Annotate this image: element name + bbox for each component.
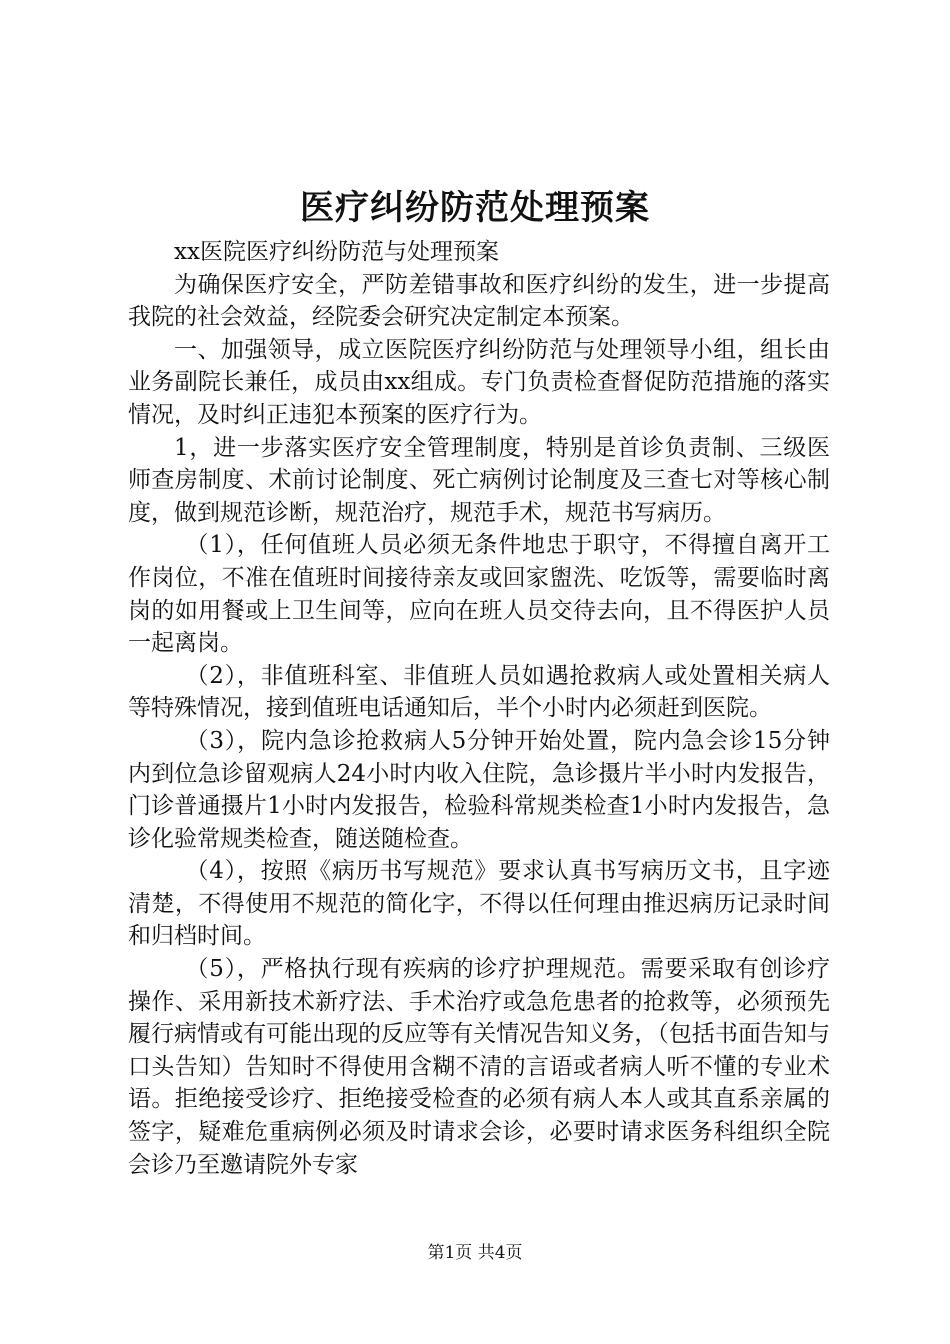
- paragraph-subitem-2: （2），非值班科室、非值班人员如遇抢救病人或处置相关病人等特殊情况，接到值班电话通知后，半个小时内必须赶到医院。: [128, 662, 830, 722]
- paragraph-subitem-3: （3），院内急诊抢救病人5分钟开始处置，院内急会诊15分钟内到位急诊留观病人24小时内收入住院，急诊摄片半小时内发报告，门诊普通摄片1小时内发报告，检验科常规类检查1小时内发报告，急诊化验常规类检查，随送随检查。: [128, 727, 830, 852]
- document-title: 医疗纠纷防范处理预案: [300, 188, 650, 228]
- paragraph-subitem-4: （4），按照《病历书写规范》要求认真书写病历文书，且字迹清楚，不得使用不规范的简化字，不得以任何理由推迟病历记录时间和归档时间。: [128, 858, 830, 950]
- paragraph-purpose: 为确保医疗安全，严防差错事故和医疗纠纷的发生，进一步提高我院的社会效益，经院委会研究决定制定本预案。: [128, 271, 830, 331]
- document-body: [128, 236, 830, 1181]
- page-footer: 第1页 共4页: [427, 1243, 523, 1263]
- paragraph-section-one: 一、加强领导，成立医院医疗纠纷防范与处理领导小组，组长由业务副院长兼任，成员由xx组成。专门负责检查督促防范措施的落实情况，及时纠正违犯本预案的医疗行为。: [128, 336, 830, 428]
- paragraph-item-1: 1，进一步落实医疗安全管理制度，特别是首诊负责制、三级医师查房制度、术前讨论制度、死亡病例讨论制度及三查七对等核心制度，做到规范诊断，规范治疗，规范手术，规范书写病历。: [128, 434, 830, 526]
- paragraph-hospital-plan-heading: xx医院医疗纠纷防范与处理预案: [174, 239, 499, 265]
- paragraph-subitem-1: （1），任何值班人员必须无条件地忠于职守，不得擅自离开工作岗位，不准在值班时间接待亲友或回家盥洗、吃饭等，需要临时离岗的如用餐或上卫生间等，应向在班人员交待去向，且不得医护人员一起离岗。: [128, 532, 830, 657]
- paragraph-subitem-5: （5），严格执行现有疾病的诊疗护理规范。需要采取有创诊疗操作、采用新技术新疗法、手术治疗或急危患者的抢救等，必须预先履行病情或有可能出现的反应等有关情况告知义务，（包括书面告知与口头告知）告知时不得使用含糊不清的言语或者病人听不懂的专业术语。拒绝接受诊疗、拒绝接受检查的必须有病人本人或其直系亲属的签字，疑难危重病例必须及时请求会诊，必要时请求医务科组织全院会诊乃至邀请院外专家: [128, 956, 830, 1178]
